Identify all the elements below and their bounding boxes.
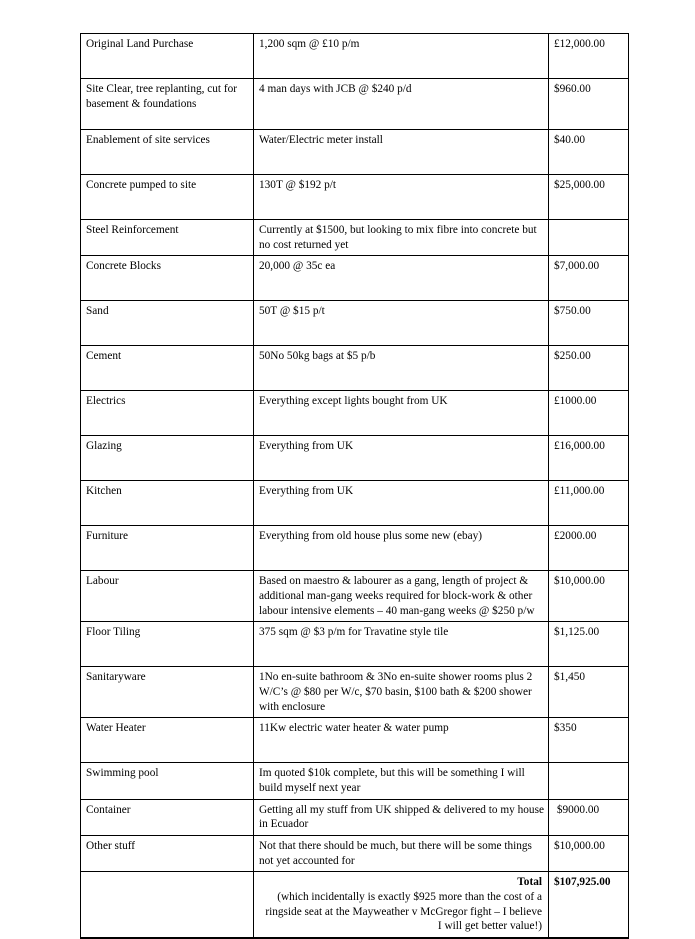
row-cost: $350 — [549, 718, 629, 763]
table-row — [81, 34, 629, 79]
row-cost: $10,000.00 — [549, 571, 629, 622]
row-description: 50No 50kg bags at $5 p/b — [254, 346, 549, 391]
row-cost: £11,000.00 — [549, 481, 629, 526]
table-row — [81, 346, 629, 391]
row-description: Currently at $1500, but looking to mix fibre into concrete but no cost returned yet — [254, 220, 549, 256]
row-cost: $250.00 — [549, 346, 629, 391]
row-description: Im quoted $10k complete, but this will be something I will build myself next year — [254, 763, 549, 799]
table-total-row — [81, 872, 629, 938]
row-description: Everything from old house plus some new (ebay) — [254, 526, 549, 571]
table-row — [81, 256, 629, 301]
total-note: (which incidentally is exactly $925 more than the cost of a ringside seat at the Mayweather v McGregor fight – I believe I will get better value!) — [265, 891, 542, 933]
row-description: 130T @ $192 p/t — [254, 175, 549, 220]
row-description: 1No en-suite bathroom & 3No en-suite shower rooms plus 2 W/C’s @ $80 per W/c, $70 basin, $100 bath & $200 shower with enclosure — [254, 667, 549, 718]
row-item: Other stuff — [81, 836, 254, 872]
row-description: Based on maestro & labourer as a gang, length of project & additional man-gang weeks required for block-work & other labour intensive elements – 40 man-gang weeks @ $250 p/w — [254, 571, 549, 622]
row-item: Floor Tiling — [81, 622, 254, 667]
total-cost: $107,925.00 — [549, 872, 629, 938]
row-cost — [549, 763, 629, 799]
row-cost: $1,450 — [549, 667, 629, 718]
table-row — [81, 763, 629, 799]
table-row — [81, 718, 629, 763]
row-item: Steel Reinforcement — [81, 220, 254, 256]
row-cost: £2000.00 — [549, 526, 629, 571]
row-description: 375 sqm @ $3 p/m for Travatine style tile — [254, 622, 549, 667]
table-row — [81, 436, 629, 481]
row-description: Getting all my stuff from UK shipped & delivered to my house in Ecuador — [254, 799, 549, 835]
row-item: Furniture — [81, 526, 254, 571]
row-cost: $25,000.00 — [549, 175, 629, 220]
table-row — [81, 526, 629, 571]
table-row — [81, 391, 629, 436]
row-item: Sand — [81, 301, 254, 346]
row-cost: $7,000.00 — [549, 256, 629, 301]
row-description: Everything from UK — [254, 436, 549, 481]
row-item: Concrete Blocks — [81, 256, 254, 301]
table-row — [81, 571, 629, 622]
table-body — [81, 34, 629, 939]
row-cost: $9000.00 — [549, 799, 629, 835]
total-label: Total — [517, 876, 542, 889]
row-item: Original Land Purchase — [81, 34, 254, 79]
row-item: Container — [81, 799, 254, 835]
row-description: Everything except lights bought from UK — [254, 391, 549, 436]
row-description: Not that there should be much, but there will be some things not yet accounted for — [254, 836, 549, 872]
row-item: Swimming pool — [81, 763, 254, 799]
row-cost: £1000.00 — [549, 391, 629, 436]
total-item — [81, 872, 254, 938]
row-item: Enablement of site services — [81, 130, 254, 175]
row-item: Electrics — [81, 391, 254, 436]
row-cost: $750.00 — [549, 301, 629, 346]
row-description: Water/Electric meter install — [254, 130, 549, 175]
row-item: Labour — [81, 571, 254, 622]
row-item: Site Clear, tree replanting, cut for basement & foundations — [81, 79, 254, 130]
table-row — [81, 301, 629, 346]
total-description — [254, 872, 549, 938]
row-description: 20,000 @ 35c ea — [254, 256, 549, 301]
table-row — [81, 79, 629, 130]
row-cost: £12,000.00 — [549, 34, 629, 79]
row-description: 50T @ $15 p/t — [254, 301, 549, 346]
table-row — [81, 175, 629, 220]
row-description: 11Kw electric water heater & water pump — [254, 718, 549, 763]
row-cost: £16,000.00 — [549, 436, 629, 481]
row-cost: $40.00 — [549, 130, 629, 175]
row-description: 4 man days with JCB @ $240 p/d — [254, 79, 549, 130]
table-row — [81, 220, 629, 256]
row-item: Water Heater — [81, 718, 254, 763]
table-row — [81, 130, 629, 175]
row-item: Sanitaryware — [81, 667, 254, 718]
table-row — [81, 836, 629, 872]
table-row — [81, 481, 629, 526]
row-cost — [549, 220, 629, 256]
table-row — [81, 622, 629, 667]
row-item: Cement — [81, 346, 254, 391]
build-cost-table — [80, 33, 629, 939]
table-row — [81, 667, 629, 718]
row-cost: $1,125.00 — [549, 622, 629, 667]
row-item: Kitchen — [81, 481, 254, 526]
row-item: Concrete pumped to site — [81, 175, 254, 220]
row-cost: $10,000.00 — [549, 836, 629, 872]
row-cost: $960.00 — [549, 79, 629, 130]
row-description: Everything from UK — [254, 481, 549, 526]
table-row — [81, 799, 629, 835]
row-description: 1,200 sqm @ £10 p/m — [254, 34, 549, 79]
row-item: Glazing — [81, 436, 254, 481]
